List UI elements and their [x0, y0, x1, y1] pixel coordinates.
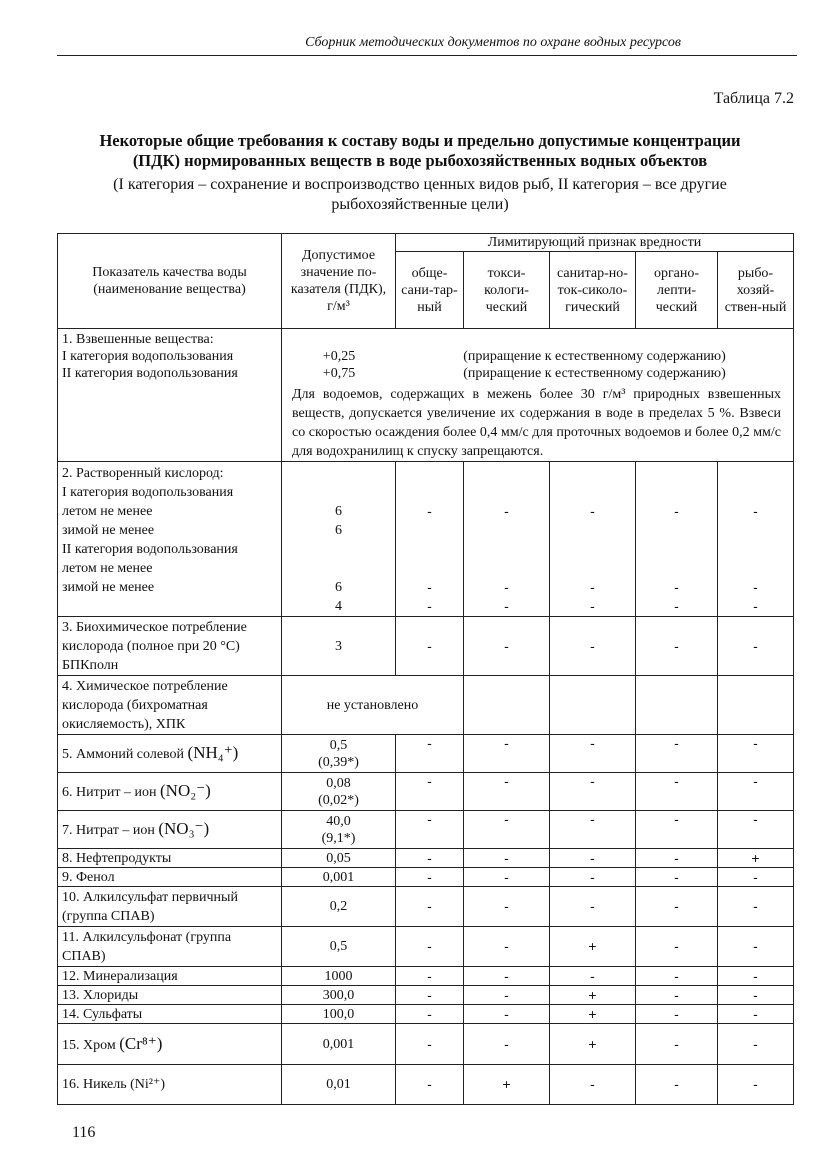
- sign-cell: -: [396, 617, 464, 676]
- chemical-formula: (Ni²⁺): [130, 1077, 166, 1092]
- sign-cell: -: [396, 1065, 464, 1105]
- sign-cell: -: [550, 967, 636, 986]
- sign-cell: -: [718, 887, 794, 927]
- sign-cell: -: [464, 887, 550, 927]
- sign-cell: -: [396, 811, 464, 849]
- row-subtitle: I категория водопользования: [62, 349, 234, 364]
- pdk-value: 0,001: [282, 1024, 396, 1065]
- pdk-value: 6: [335, 580, 342, 595]
- pdk-value: 40,0 (9,1*): [282, 811, 396, 849]
- pdk-value: 0,5: [282, 927, 396, 967]
- chemical-formula: (NH₄⁺): [187, 743, 239, 762]
- sign-cell: -: [550, 735, 636, 773]
- pdk-value: 100,0: [282, 1005, 396, 1024]
- table-row: [58, 617, 794, 676]
- sign-cell: +: [718, 849, 794, 868]
- sign-cell: - - -: [550, 462, 636, 617]
- sign-cell: -: [396, 967, 464, 986]
- sign-cell: +: [550, 1024, 636, 1065]
- sign-cell: +: [550, 986, 636, 1005]
- col-header-organoleptic: органо-лепти-ческий: [636, 252, 718, 329]
- sign-cell: -: [636, 927, 718, 967]
- row-label: 4. Химическое потребление кислорода (бихроматная окисляемость), ХПК: [58, 676, 282, 735]
- sign-cell: -: [550, 617, 636, 676]
- sign-cell: -: [396, 927, 464, 967]
- sign-cell: -: [464, 868, 550, 887]
- table-row: [58, 1024, 794, 1065]
- row-subtitle: летом не менее: [62, 504, 153, 519]
- table-row: [58, 868, 794, 887]
- sign-cell: -: [636, 1024, 718, 1065]
- sign-cell: +: [550, 927, 636, 967]
- sign-cell: -: [464, 617, 550, 676]
- table-row: [58, 329, 794, 462]
- table-row: [58, 676, 794, 735]
- sign-cell: -: [550, 868, 636, 887]
- sign-cell: -: [636, 811, 718, 849]
- pdk-value: 0,001: [282, 868, 396, 887]
- pdk-value: 0,2: [282, 887, 396, 927]
- row-label: 8. Нефтепродукты: [58, 849, 282, 868]
- sign-cell: - - -: [396, 462, 464, 617]
- row-subtitle: II категория водопользования: [62, 542, 238, 557]
- value-line: [282, 348, 793, 365]
- sign-cell: -: [464, 735, 550, 773]
- table-row: [58, 773, 794, 811]
- sign-cell: -: [636, 1005, 718, 1024]
- sign-cell: -: [636, 887, 718, 927]
- row-subtitle: II категория водопользования: [62, 366, 238, 381]
- table-subtitle: [40, 175, 800, 215]
- table-number: Таблица 7.2: [713, 90, 794, 107]
- sign-cell: +: [550, 1005, 636, 1024]
- sign-cell: +: [464, 1065, 550, 1105]
- pdk-value: 1000: [282, 967, 396, 986]
- sign-cell: -: [550, 1065, 636, 1105]
- sign-cell: -: [636, 986, 718, 1005]
- row-label: 14. Сульфаты: [58, 1005, 282, 1024]
- table-row: [58, 1005, 794, 1024]
- sign-cell: - - -: [636, 462, 718, 617]
- col-header-pdk: Допустимое значение по-казателя (ПДК), г/м³: [282, 234, 396, 329]
- col-header-limiting: Лимитирующий признак вредности: [396, 234, 794, 252]
- sign-cell: -: [396, 868, 464, 887]
- table-row: [58, 849, 794, 868]
- sign-cell: -: [718, 811, 794, 849]
- sign-cell: -: [718, 986, 794, 1005]
- row-label: 5. Аммоний солевой (NH₄⁺): [58, 735, 282, 773]
- sign-cell: -: [396, 735, 464, 773]
- sign-cell: - - -: [464, 462, 550, 617]
- footnote-text: Для водоемов, содержащих в межень более 30 г/м³ природных взвешенных веществ, допускается увеличение их содержания в воде в пределах 5 %. Взвеси со скоростью осаждения более 0,4 мм/с для проточных водоемов и более 0,2 мм/с для водохранилищ к спуску запрещаются.: [292, 387, 782, 459]
- row-label: 6. Нитрит – ион (NO₂⁻): [58, 773, 282, 811]
- row-label: 7. Нитрат – ион (NO₃⁻): [58, 811, 282, 849]
- row-label: 16. Никель (Ni²⁺): [58, 1065, 282, 1105]
- sign-cell: -: [636, 1065, 718, 1105]
- sign-cell: -: [718, 1065, 794, 1105]
- suspended-matter-block: [282, 329, 794, 462]
- pdk-value: не установлено: [282, 676, 464, 735]
- sign-cell: -: [464, 773, 550, 811]
- header-row: [58, 234, 794, 252]
- row-title: 2. Растворенный кислород:: [62, 466, 224, 481]
- pdk-value: 0,5 (0,39*): [282, 735, 396, 773]
- sign-cell: -: [550, 887, 636, 927]
- table-row: [58, 887, 794, 927]
- sign-cell: -: [718, 927, 794, 967]
- sign-cell: -: [396, 1005, 464, 1024]
- row-subtitle: зимой не менее: [62, 523, 155, 538]
- row-label: 15. Хром (Cr⁸⁺): [58, 1024, 282, 1065]
- sign-cell: -: [636, 849, 718, 868]
- col-header-toxicological: токси-кологи-ческий: [464, 252, 550, 329]
- pdk-value: 3: [282, 617, 396, 676]
- running-header: Сборник методических документов по охране водных ресурсов: [305, 35, 681, 50]
- note-text: (приращение к естественному содержанию): [463, 366, 726, 381]
- subtitle-line: (I категория – сохранение и воспроизводство ценных видов рыб, II категория – все другие: [113, 176, 727, 193]
- sign-cell: - - -: [718, 462, 794, 617]
- sign-cell: -: [464, 849, 550, 868]
- row-label: 12. Минерализация: [58, 967, 282, 986]
- table-row: [58, 811, 794, 849]
- row-subtitle: летом не менее: [62, 561, 153, 576]
- sign-cell: -: [464, 1024, 550, 1065]
- table-row: [58, 462, 794, 617]
- row-title: 1. Взвешенные вещества:: [62, 332, 214, 347]
- pdk-values: [282, 462, 396, 617]
- sign-cell: -: [718, 868, 794, 887]
- col-header-indicator: Показатель качества воды (наименование вещества): [58, 234, 282, 329]
- col-header-general-sanitary: обще-сани-тар-ный: [396, 252, 464, 329]
- pdk-table: [57, 233, 794, 1105]
- pdk-value: 4: [335, 599, 342, 614]
- chemical-formula: (NO₃⁻): [158, 819, 210, 838]
- row-subtitle: I категория водопользования: [62, 485, 234, 500]
- sign-cell: -: [636, 967, 718, 986]
- sign-cell: -: [636, 868, 718, 887]
- row-label: 11. Алкилсульфонат (группа СПАВ): [58, 927, 282, 967]
- sign-cell: -: [396, 773, 464, 811]
- sign-cell: -: [464, 967, 550, 986]
- pdk-value: +0,25: [322, 349, 356, 364]
- sign-cell: -: [718, 773, 794, 811]
- sign-cell: -: [464, 811, 550, 849]
- table-row: [58, 986, 794, 1005]
- subtitle-line: рыбохозяйственные цели): [331, 196, 509, 213]
- page-number: 116: [72, 1124, 96, 1141]
- sign-cell: -: [550, 811, 636, 849]
- title-line: Некоторые общие требования к составу воды и предельно допустимые концентрации: [99, 131, 741, 150]
- sign-cell: -: [718, 617, 794, 676]
- table-row: [58, 967, 794, 986]
- row-label: 13. Хлориды: [58, 986, 282, 1005]
- sign-cell: -: [396, 887, 464, 927]
- sign-cell: -: [396, 1024, 464, 1065]
- pdk-value: 0,08 (0,02*): [282, 773, 396, 811]
- row-label: 10. Алкилсульфат первичный (группа СПАВ): [58, 887, 282, 927]
- row-subtitle: зимой не менее: [62, 580, 155, 595]
- row-label: [58, 462, 282, 617]
- row-label: 3. Биохимическое потребление кислорода (полное при 20 °С) БПКполн: [58, 617, 282, 676]
- empty-cell: [550, 676, 636, 735]
- table-row: [58, 927, 794, 967]
- note-text: (приращение к естественному содержанию): [463, 349, 726, 364]
- row-label: [58, 329, 282, 462]
- sign-cell: -: [718, 735, 794, 773]
- sign-cell: -: [396, 986, 464, 1005]
- sign-cell: -: [636, 617, 718, 676]
- sign-cell: -: [396, 849, 464, 868]
- row-label: 9. Фенол: [58, 868, 282, 887]
- pdk-value: 6: [335, 523, 342, 538]
- sign-cell: -: [550, 773, 636, 811]
- pdk-value: 300,0: [282, 986, 396, 1005]
- pdk-value: 6: [335, 504, 342, 519]
- empty-cell: [718, 676, 794, 735]
- sign-cell: -: [464, 1005, 550, 1024]
- empty-cell: [636, 676, 718, 735]
- sign-cell: -: [718, 967, 794, 986]
- chemical-formula: (Cr⁸⁺): [119, 1033, 163, 1053]
- sign-cell: -: [718, 1024, 794, 1065]
- value-line: [282, 365, 793, 382]
- sign-cell: -: [636, 735, 718, 773]
- sign-cell: -: [464, 927, 550, 967]
- sign-cell: -: [718, 1005, 794, 1024]
- pdk-value: +0,75: [322, 366, 356, 381]
- col-header-sanitary-toxicological: санитар-но-ток-сиколо-гический: [550, 252, 636, 329]
- pdk-value: 0,05: [282, 849, 396, 868]
- sign-cell: -: [550, 849, 636, 868]
- chemical-formula: (NO₂⁻): [160, 781, 211, 800]
- empty-cell: [464, 676, 550, 735]
- col-header-fishery: рыбо-хозяй-ствен-ный: [718, 252, 794, 329]
- title-line: (ПДК) нормированных веществ в воде рыбохозяйственных водных объектов: [132, 151, 708, 170]
- table-row: [58, 1065, 794, 1105]
- sign-cell: -: [464, 986, 550, 1005]
- table-title: [40, 131, 800, 171]
- pdk-value: 0,01: [282, 1065, 396, 1105]
- sign-cell: -: [636, 773, 718, 811]
- table-row: [58, 735, 794, 773]
